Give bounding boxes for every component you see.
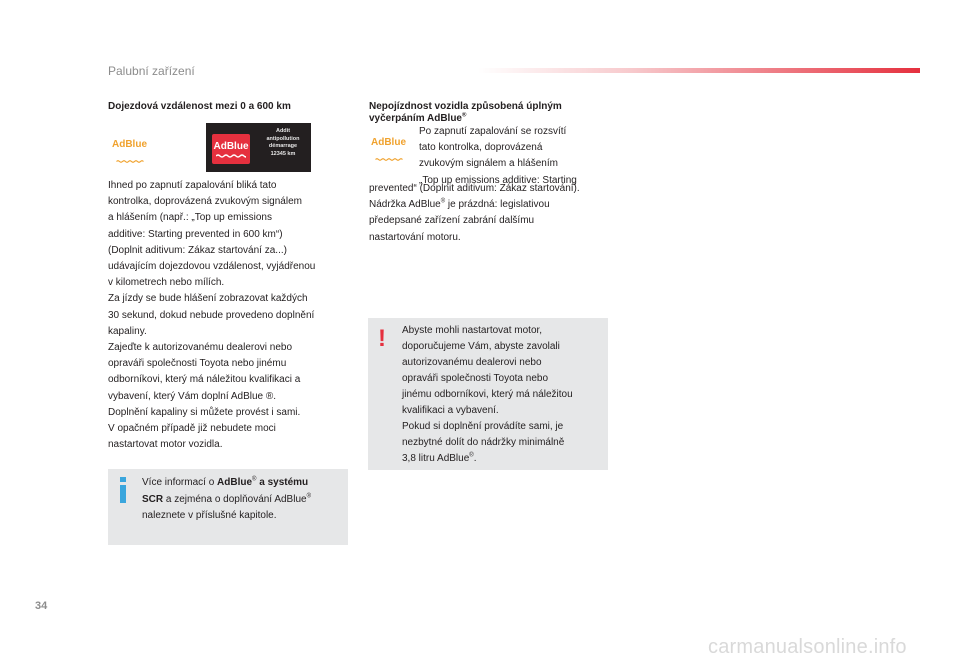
text-line: Pokud si doplnění provádíte sami, je xyxy=(402,421,564,432)
text-line: Ihned po zapnutí zapalování bliká tato xyxy=(108,180,277,191)
text-line: Za jízdy se bude hlášení zobrazovat každých xyxy=(108,293,308,305)
text-line: opraváři společnosti Toyota nebo jinému xyxy=(108,358,287,370)
text-line: nastartování motoru. xyxy=(369,231,461,243)
text-line: Abyste mohli nastartovat motor, xyxy=(402,325,543,336)
adblue-warning-icon-right xyxy=(371,137,407,166)
text-line: prevented“ (Doplnit aditivum: Zákaz startování). xyxy=(369,183,580,194)
text-part: Nádržka AdBlue xyxy=(369,199,441,211)
info-text-part: naleznete v příslušné kapitole. xyxy=(142,510,277,521)
text-line: odborníkovi, který má náležitou kvalifikaci a xyxy=(108,374,301,386)
adblue-logo-text: AdBlue xyxy=(112,139,147,150)
instrument-display xyxy=(206,123,311,172)
text-part: je prázdná: legislativou xyxy=(445,199,550,211)
watermark: carmanualsonline.info xyxy=(708,636,907,658)
right-heading-line: vyčerpáním AdBlue xyxy=(369,113,462,124)
display-line: Addit xyxy=(275,128,291,134)
section-title: Palubní zařízení xyxy=(108,64,195,78)
text-line: předepsané zařízení zabrání dalšímu xyxy=(369,215,535,227)
text-line: kapaliny. xyxy=(108,325,147,337)
warning-box xyxy=(368,318,608,470)
display-line: démarrage xyxy=(268,143,298,149)
display-badge-label: AdBlue xyxy=(213,141,249,152)
text-line: doporučujeme Vám, abyste zavolali xyxy=(402,341,560,352)
left-heading: Dojezdová vzdálenost mezi 0 a 600 km xyxy=(108,101,291,112)
right-paragraph xyxy=(369,181,619,246)
registered-mark: ® xyxy=(469,452,474,459)
text-line: udávajícím dojezdovou vzdálenost, vyjádřenou xyxy=(108,261,316,273)
text-line: nezbytné dolít do nádržky minimálně xyxy=(402,437,565,448)
text-line: kvalifikaci a vybavení. xyxy=(402,405,499,416)
left-paragraph xyxy=(108,178,358,453)
text-line: zvukovým signálem a hlášením xyxy=(419,158,558,170)
text-line: V opačném případě již nebudete moci xyxy=(108,423,276,435)
display-message xyxy=(258,128,308,158)
right-heading-line: Nepojízdnost vozidla způsobená úplným xyxy=(369,101,562,112)
wave-icon xyxy=(371,158,407,161)
page-number: 34 xyxy=(35,600,48,612)
info-bold-scr: SCR xyxy=(142,493,164,505)
info-bold-system: a systému xyxy=(256,477,309,488)
registered-mark: ® xyxy=(252,476,257,483)
text-line: tato kontrolka, doprovázená xyxy=(419,142,543,154)
registered-mark: ® xyxy=(306,493,311,500)
warning-text xyxy=(402,323,602,467)
text-line: v kilometrech nebo mílích. xyxy=(108,277,225,289)
display-wave-icon xyxy=(216,154,246,158)
info-text xyxy=(142,475,342,525)
registered-mark: ® xyxy=(440,198,446,205)
info-text-part: Více informací o xyxy=(142,477,218,488)
text-line: vybavení, který Vám doplní AdBlue ®. xyxy=(108,390,277,402)
text-part: 3,8 litru AdBlue xyxy=(402,453,470,464)
text-line: kontrolka, doprovázená zvukovým signálem xyxy=(108,196,302,208)
text-line: jinému odborníkovi, který má náležitou xyxy=(402,389,573,400)
info-bold-adblue: AdBlue xyxy=(217,477,253,488)
text-line: (Doplnit aditivum: Zákaz startování za...) xyxy=(108,244,287,256)
display-adblue-badge xyxy=(212,134,250,164)
text-line: Doplnění kapaliny si můžete provést i sami. xyxy=(108,406,301,418)
display-line: antipollution xyxy=(266,135,300,142)
right-heading xyxy=(369,101,562,125)
text-line: nastartovat motor vozidla. xyxy=(108,439,223,451)
info-text-part: a zejména o doplňování AdBlue xyxy=(163,493,307,505)
text-line: 30 sekund, dokud nebude provedeno doplnění xyxy=(108,309,315,321)
info-icon xyxy=(118,477,128,503)
adblue-warning-icon xyxy=(112,139,148,168)
display-line: 12345 km xyxy=(270,150,296,157)
right-indented-text xyxy=(419,124,619,189)
registered-mark: ® xyxy=(462,112,467,119)
text-line: „Top up emissions additive: Starting xyxy=(419,174,577,186)
text-line: Po zapnutí zapalování se rozsvítí xyxy=(419,126,567,137)
wave-icon xyxy=(112,160,148,163)
info-box xyxy=(108,469,348,545)
adblue-logo-text: AdBlue xyxy=(371,137,406,148)
header-gradient-bar xyxy=(478,68,920,73)
exclamation-icon: ! xyxy=(378,325,386,352)
text-line: a hlášením (např.: „Top up emissions xyxy=(108,212,272,224)
text-line: additive: Starting prevented in 600 km“) xyxy=(108,228,283,240)
text-line: Zajeďte k autorizovanému dealerovi nebo xyxy=(108,342,293,354)
text-line: opraváři společnosti Toyota nebo xyxy=(402,373,549,384)
text-line: autorizovanému dealerovi nebo xyxy=(402,357,542,368)
text-part: . xyxy=(473,453,477,464)
